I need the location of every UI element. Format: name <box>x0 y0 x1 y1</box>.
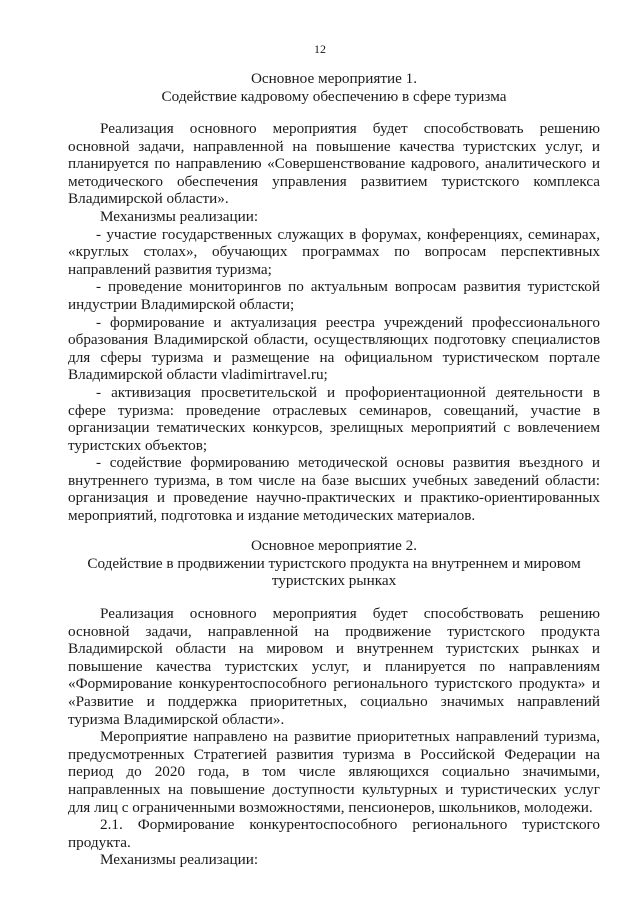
section-1-mechanisms-label: Механизмы реализации: <box>100 207 259 225</box>
section-2-intro: Реализация основного мероприятия будет способствовать решению основной задачи, направленной на продвижение туристского продукта Владимирской области на мировом и внутреннем туристских рынках и повышение качества туристских услуг, и планируется по направлениям «Формирование конкурентоспособного регионального туристского продукта» и «Развитие и поддержка приоритетных, социально значимых направлений туризма Владимирской области». <box>68 605 600 728</box>
section-2-item-2-1: 2.1. Формирование конкурентоспособного регионального туристского продукта. <box>68 816 600 851</box>
section-2-mechanisms-label: Механизмы реализации: <box>100 851 259 869</box>
page-number: 12 <box>314 42 326 56</box>
section-2-paragraph: Мероприятие направлено на развитие приоритетных направлений туризма, предусмотренных Стратегией развития туризма в Российской Федерации на период до 2020 года, в том числе являющихся социально значимыми, направленных на повышение доступности культурных и туристических услуг для лиц с ограниченными возможностями, пенсионеров, школьников, молодежи. <box>68 728 600 816</box>
section-2-title: Основное мероприятие 2. <box>250 537 418 554</box>
section-1-item: - содействие формированию методической основы развития въездного и внутреннего туризма, в том числе на базе высших учебных заведений области: организация и проведение научно-практических и практико-ориентированных мероприятий, подготовка и издание методических материалов. <box>68 454 600 525</box>
section-1-item: - проведение мониторингов по актуальным вопросам развития туристской индустрии Владимирской области; <box>68 278 600 313</box>
section-1-title: Основное мероприятие 1. <box>250 70 418 87</box>
section-1-intro: Реализация основного мероприятия будет способствовать решению основной задачи, направленной на повышение качества туристских услуг, и планируется по направлению «Совершенствование кадрового, аналитического и методического обеспечения управления развитием туристского комплекса Владимирской области». <box>68 120 600 208</box>
section-2-subtitle: Содействие в продвижении туристского продукта на внутреннем и мировом туристских рынках <box>87 554 581 590</box>
section-1-subtitle: Содействие кадровому обеспечению в сфере туризма <box>161 87 507 105</box>
section-1-heading <box>68 70 600 105</box>
section-1-item: - формирование и актуализация реестра учреждений профессионального образования Владимирской области, осуществляющих подготовку специалистов для сферы туризма и размещение на официальном туристическом портале Владимирской области vladimirtravel.ru; <box>68 313 600 384</box>
section-2-body <box>68 605 600 869</box>
section-1-item: - активизация просветительской и профориентационной деятельности в сфере туризма: проведение отраслевых семинаров, совещаний, участие в организации тематических конкурсов, зрелищных мероприятий с вовлечением туристских объектов; <box>68 383 600 454</box>
section-1-body <box>68 120 600 525</box>
section-2-heading <box>68 537 600 590</box>
section-1-item: - участие государственных служащих в форумах, конференциях, семинарах, «круглых столах», обучающих программах по вопросам перспективных направлений развития туризма; <box>68 225 600 278</box>
